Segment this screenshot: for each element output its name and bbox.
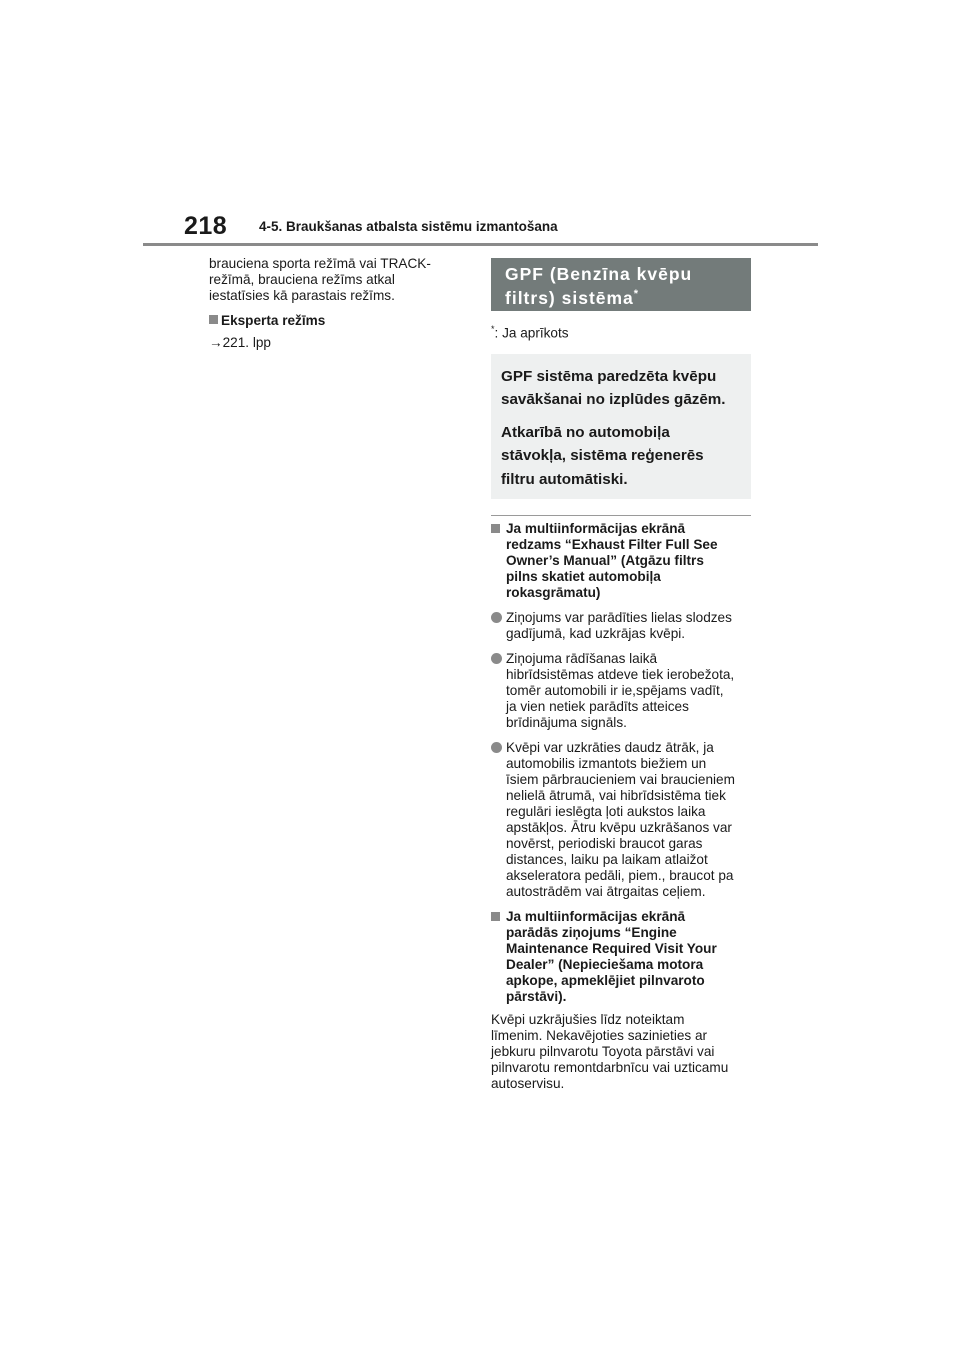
bullet-line: apstākļos. Ātru kvēpu uzkrāšanos var (506, 820, 732, 836)
right-column (491, 258, 751, 1092)
square-bullet-icon (209, 315, 218, 324)
intro-line: režīmā, brauciena režīms atkal (209, 272, 395, 287)
bullet-line: automobilis izmantots biežiem un (506, 756, 707, 772)
info-line: GPF sistēma paredzēta kvēpu (501, 367, 717, 385)
bullet-line: distances, laiku pa laikam atlaižot (506, 852, 708, 868)
bullet-line: akseleratora pedāli, piem., braucot pa (506, 868, 734, 884)
final-line: Kvēpi uzkrājušies līdz noteiktam (491, 1012, 685, 1028)
heading-line: Dealer” (Nepieciešama motora (506, 957, 704, 973)
expert-mode-ref[interactable]: →221. lpp (209, 335, 271, 350)
bullet-line: autostrādēm vai ātrgaitas ceļiem. (506, 884, 706, 900)
final-line: līmenim. Nekavējoties sazinieties ar (491, 1028, 708, 1044)
square-bullet-icon (491, 524, 500, 533)
gpf-info-box (491, 354, 751, 500)
heading-line: parādās ziņojums “Engine (506, 925, 677, 941)
bullet-item (491, 740, 751, 900)
bullet-line: Ziņojums var parādīties lielas slodzes (506, 610, 732, 626)
heading-line: pārstāvi). (506, 989, 567, 1005)
intro-line: iestatīsies kā parastais režīms. (209, 288, 395, 303)
gpf-title-marker: * (633, 288, 640, 301)
info-paragraph (501, 421, 741, 492)
footnote-text: : Ja aprīkots (494, 325, 569, 341)
bullet-line: novērst, periodiski braucot garas (506, 836, 703, 852)
bullet-line: tomēr automobili ir ie,spējams vadīt, (506, 683, 724, 699)
bullet-line: īsiem pārbraucieniem vai braucieniem (506, 772, 735, 788)
info-line: savākšanai no izplūdes gāzēm. (501, 391, 726, 409)
bullet-line: hibrīdsistēmas atdeve tiek ierobežota, (506, 667, 735, 683)
engine-maintenance-heading (491, 909, 751, 1005)
gpf-title-box (491, 258, 751, 311)
expert-mode-heading-text: Eksperta režīms (221, 313, 326, 328)
info-line: Atkarībā no automobiļa (501, 423, 670, 441)
round-bullet-icon (491, 742, 502, 753)
intro-paragraph (209, 256, 454, 304)
intro-line: brauciena sporta režīmā vai TRACK- (209, 256, 431, 271)
heading-line: Maintenance Required Visit Your (506, 941, 717, 957)
bullet-line: brīdinājuma signāls. (506, 715, 627, 731)
bullet-line: regulāri ieslēgta ļoti aukstos laika (506, 804, 706, 820)
heading-line: apkope, apmeklējiet pilnvaroto (506, 973, 705, 989)
expert-mode-heading (209, 313, 454, 329)
left-column (209, 256, 454, 351)
bullet-item (491, 651, 751, 731)
right-column-divider (491, 515, 751, 516)
heading-line: Ja multiinformācijas ekrānā (506, 909, 686, 925)
heading-line: redzams “Exhaust Filter Full See (506, 537, 718, 553)
square-bullet-icon (491, 912, 500, 921)
final-line: autoservisu. (491, 1076, 565, 1092)
section-title: 4-5. Braukšanas atbalsta sistēmu izmantošana (259, 219, 558, 234)
final-line: jebkuru pilnvarotu Toyota pārstāvi vai (491, 1044, 715, 1060)
bullet-item (491, 610, 751, 642)
bullet-line: Kvēpi var uzkrāties daudz ātrāk, ja (506, 740, 714, 756)
footnote-marker: * (491, 324, 495, 334)
bullet-line: gadījumā, kad uzkrājas kvēpi. (506, 626, 686, 642)
page-number: 218 (184, 212, 228, 240)
exhaust-filter-heading (491, 521, 751, 601)
bullet-line: ja vien netiek parādīts atteices (506, 699, 689, 715)
gpf-title-line: GPF (Benzīna kvēpu (505, 264, 693, 284)
info-line: stāvokļa, sistēma reģenerēs (501, 447, 704, 465)
heading-line: Owner’s Manual” (Atgāzu filtrs (506, 553, 704, 569)
bullet-line: Ziņojuma rādīšanas laikā (506, 651, 658, 667)
footnote (491, 321, 751, 342)
info-line: filtru automātiski. (501, 470, 628, 488)
info-paragraph (501, 365, 741, 412)
final-paragraph (491, 1012, 751, 1092)
heading-line: Ja multiinformācijas ekrānā (506, 521, 686, 537)
final-line: pilnvarotu remontdarbnīcu vai uzticamu (491, 1060, 729, 1076)
heading-line: rokasgrāmatu) (506, 585, 601, 601)
bullet-line: nelielā ātrumā, vai hibrīdsistēma tiek (506, 788, 726, 804)
round-bullet-icon (491, 612, 502, 623)
gpf-title-line: filtrs) sistēma (505, 288, 634, 308)
heading-line: pilns skatiet automobiļa (506, 569, 661, 585)
round-bullet-icon (491, 653, 502, 664)
header-divider (143, 243, 818, 246)
